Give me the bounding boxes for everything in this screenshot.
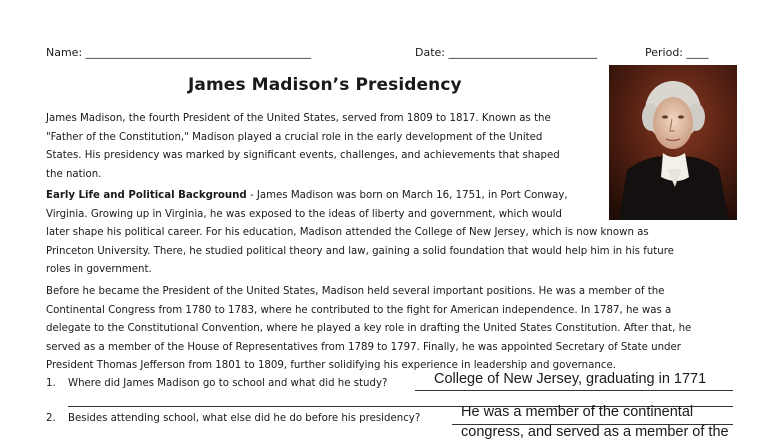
positions-paragraph (46, 283, 746, 376)
positions-line: delegate to the Constitutional Convention, where he played a key role in drafting the United States Constitution. After that, he (46, 323, 692, 335)
intro-line: "Father of the Constitution," Madison played a crucial role in the early development of the United (46, 131, 543, 143)
document-title: James Madison’s Presidency (188, 75, 462, 95)
question-text: Besides attending school, what else did he do before his presidency? (68, 413, 421, 424)
answer-2-text-line-2[interactable]: congress, and served as a member of the (461, 424, 729, 440)
positions-line: President Thomas Jefferson from 1801 to 1809, further solidifying his experience in leadership and governance. (46, 360, 616, 372)
positions-line: served as a member of the House of Representatives from 1789 to 1797. Finally, he was appointed Secretary of State under (46, 341, 681, 353)
question-number: 1. (46, 378, 56, 389)
answer-2-text-line-1[interactable]: He was a member of the continental (461, 404, 694, 420)
intro-line: the nation. (46, 168, 102, 180)
intro-paragraph (46, 110, 606, 184)
early-life-line: later shape his political career. For his education, Madison attended the College of New Jersey, which is now known as (46, 227, 649, 239)
name-field-label[interactable]: Name: _________________________________________ (46, 46, 312, 59)
intro-line: James Madison, the fourth President of the United States, served from 1809 to 1817. Known as the (46, 113, 551, 124)
positions-line: Continental Congress from 1780 to 1783, where he contributed to the fight for American independence. In 1787, he was a (46, 304, 672, 316)
intro-line: States. His presidency was marked by significant events, challenges, and achievements that shaped (46, 150, 560, 162)
answer-1-text[interactable]: College of New Jersey, graduating in 1771 (434, 371, 707, 387)
date-field-label[interactable]: Date: ___________________________ (415, 46, 597, 59)
period-field-label[interactable]: Period: ____ (645, 46, 709, 59)
early-life-line: Princeton University. There, he studied political theory and law, gaining a solid foundation that would help him in his future (46, 245, 674, 257)
early-life-paragraph (46, 187, 746, 280)
answer-1-line[interactable] (415, 390, 733, 391)
question-number: 2. (46, 413, 56, 424)
early-life-line-text: - James Madison was born on March 16, 1751, in Port Conway, (246, 190, 568, 201)
question-text: Where did James Madison go to school and what did he study? (68, 378, 388, 389)
early-life-line: roles in government. (46, 264, 152, 276)
early-life-line (46, 187, 746, 206)
section-heading: Early Life and Political Background (46, 190, 247, 201)
early-life-line: Virginia. Growing up in Virginia, he was exposed to the ideas of liberty and government, which would (46, 208, 562, 220)
positions-line: Before he became the President of the United States, Madison held several important positions. He was a member of the (46, 286, 665, 297)
